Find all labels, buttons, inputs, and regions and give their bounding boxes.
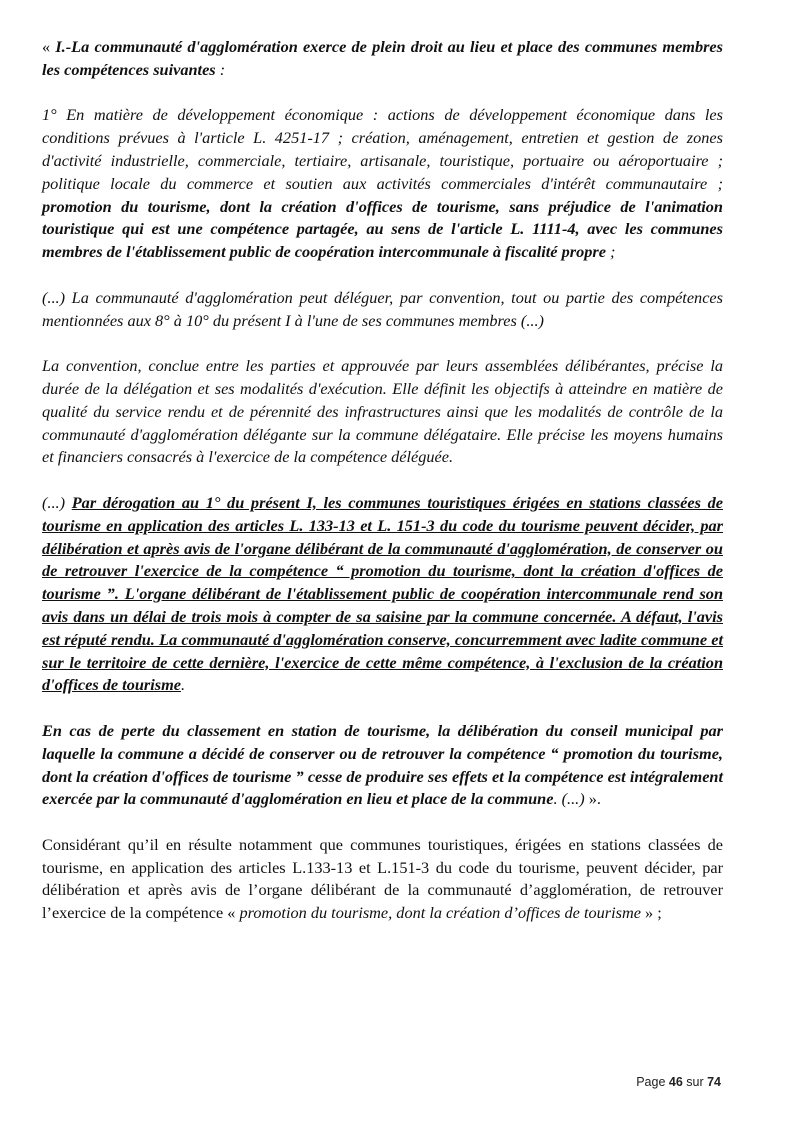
paragraph-intro-end: : xyxy=(215,59,226,79)
paragraph-loss-bold: En cas de perte du classement en station de tourisme, la délibération du conseil municipal par laquelle la commune a décidé de conserver ou de retrouver la compétence “ promotion du tourisme, dont la création d'offices de tourisme ” cesse de produire ses effets et la compétence est intégralement exercée par la communauté d'agglomération en lieu et place de la commune xyxy=(42,720,723,809)
paragraph-derogation-end: . xyxy=(180,675,186,695)
paragraph-derogation-underlined: Par dérogation au 1° du présent I, les communes touristiques érigées en stations classées de tourisme en application des articles L. 133-13 et L. 151-3 du code du tourisme peuvent décider, par délibération et après avis de l'organe délibérant de la communauté d'agglomération, de conserver ou de retrouver l'exercice de la compétence “ promotion du tourisme, dont la création d'offices de tourisme ”. L'organe délibérant de l'établissement public de coopération intercommunale rend son avis dans un délai de trois mois à compter de sa saisine par la commune concernée. A défaut, l'avis est réputé rendu. La communauté d'agglomération conserve, concurremment avec ladite commune et sur le territoire de cette dernière, l'exercice de cette même compétence, à l'exclusion de la création d'offices de tourisme xyxy=(42,492,723,695)
paragraph-economic-development xyxy=(42,104,723,264)
paragraph-intro-quote: « xyxy=(42,37,56,56)
page-number xyxy=(636,1075,721,1089)
page-number-total: 74 xyxy=(707,1075,721,1089)
paragraph-considering-text: Considérant qu’il en résulte notamment que communes touristiques, érigées en stations classées de tourisme, en application des articles L.133-13 et L.151-3 du code du tourisme, peuvent décider, par délibération et après avis de l’organe délibérant de la communauté d’agglomération, de retrouver l’exercice de la compétence « xyxy=(42,834,723,923)
paragraph-delegation: (...) La communauté d'agglomération peut déléguer, par convention, tout ou partie des compétences mentionnées aux 8° à 10° du présent I à l'une de ses communes membres (...) xyxy=(42,287,723,330)
paragraph-loss-ellipsis: . (...) xyxy=(553,789,585,809)
paragraph-derogation xyxy=(42,492,723,697)
paragraph-economic-text: 1° En matière de développement économique : actions de développement économique dans les conditions prévues à l'article L. 4251-17 ; création, aménagement, entretien et gestion de zones d'activité industrielle, commerciale, tertiaire, artisanale, touristique, portuaire ou aéroportuaire ; politique locale du commerce et soutien aux activités commerciales d'intérêt communautaire ; xyxy=(42,105,723,193)
paragraph-considering-end: » ; xyxy=(640,903,662,923)
paragraph-loss-close-quote: ». xyxy=(584,789,601,809)
paragraph-intro xyxy=(42,36,723,82)
paragraph-economic-end: ; xyxy=(605,242,616,262)
paragraph-convention: La convention, conclue entre les parties et approuvée par leurs assemblées délibérantes, précise la durée de la délégation et ses modalités d'exécution. Elle définit les objectifs à atteindre en matière de qualité du service rendu et de pérennité des infrastructures ainsi que les modalités de contrôle de la communauté d'agglomération délégante sur la commune délégataire. Elle précise les moyens humains et financiers consacrés à l'exercice de la compétence déléguée. xyxy=(42,356,723,467)
paragraph-economic-bold: promotion du tourisme, dont la création d'offices de tourisme, sans préjudice de l'animation touristique qui est une compétence partagée, au sens de l'article L. 1111-4, avec les communes membres de l'établissement public de coopération intercommunale à fiscalité propre xyxy=(42,196,723,262)
paragraph-intro-bold: I.-La communauté d'agglomération exerce de plein droit au lieu et place des communes membres les compétences suivantes xyxy=(42,37,723,79)
page-number-separator: sur xyxy=(682,1075,708,1089)
paragraph-considering xyxy=(42,834,723,925)
page-number-prefix: Page xyxy=(636,1075,669,1089)
paragraph-loss-of-classification xyxy=(42,720,723,811)
paragraph-derogation-prefix: (...) xyxy=(42,492,72,512)
page-number-current: 46 xyxy=(668,1075,683,1089)
document-body xyxy=(42,36,723,948)
paragraph-considering-italic: promotion du tourisme, dont la création d’offices de tourisme xyxy=(239,903,641,923)
